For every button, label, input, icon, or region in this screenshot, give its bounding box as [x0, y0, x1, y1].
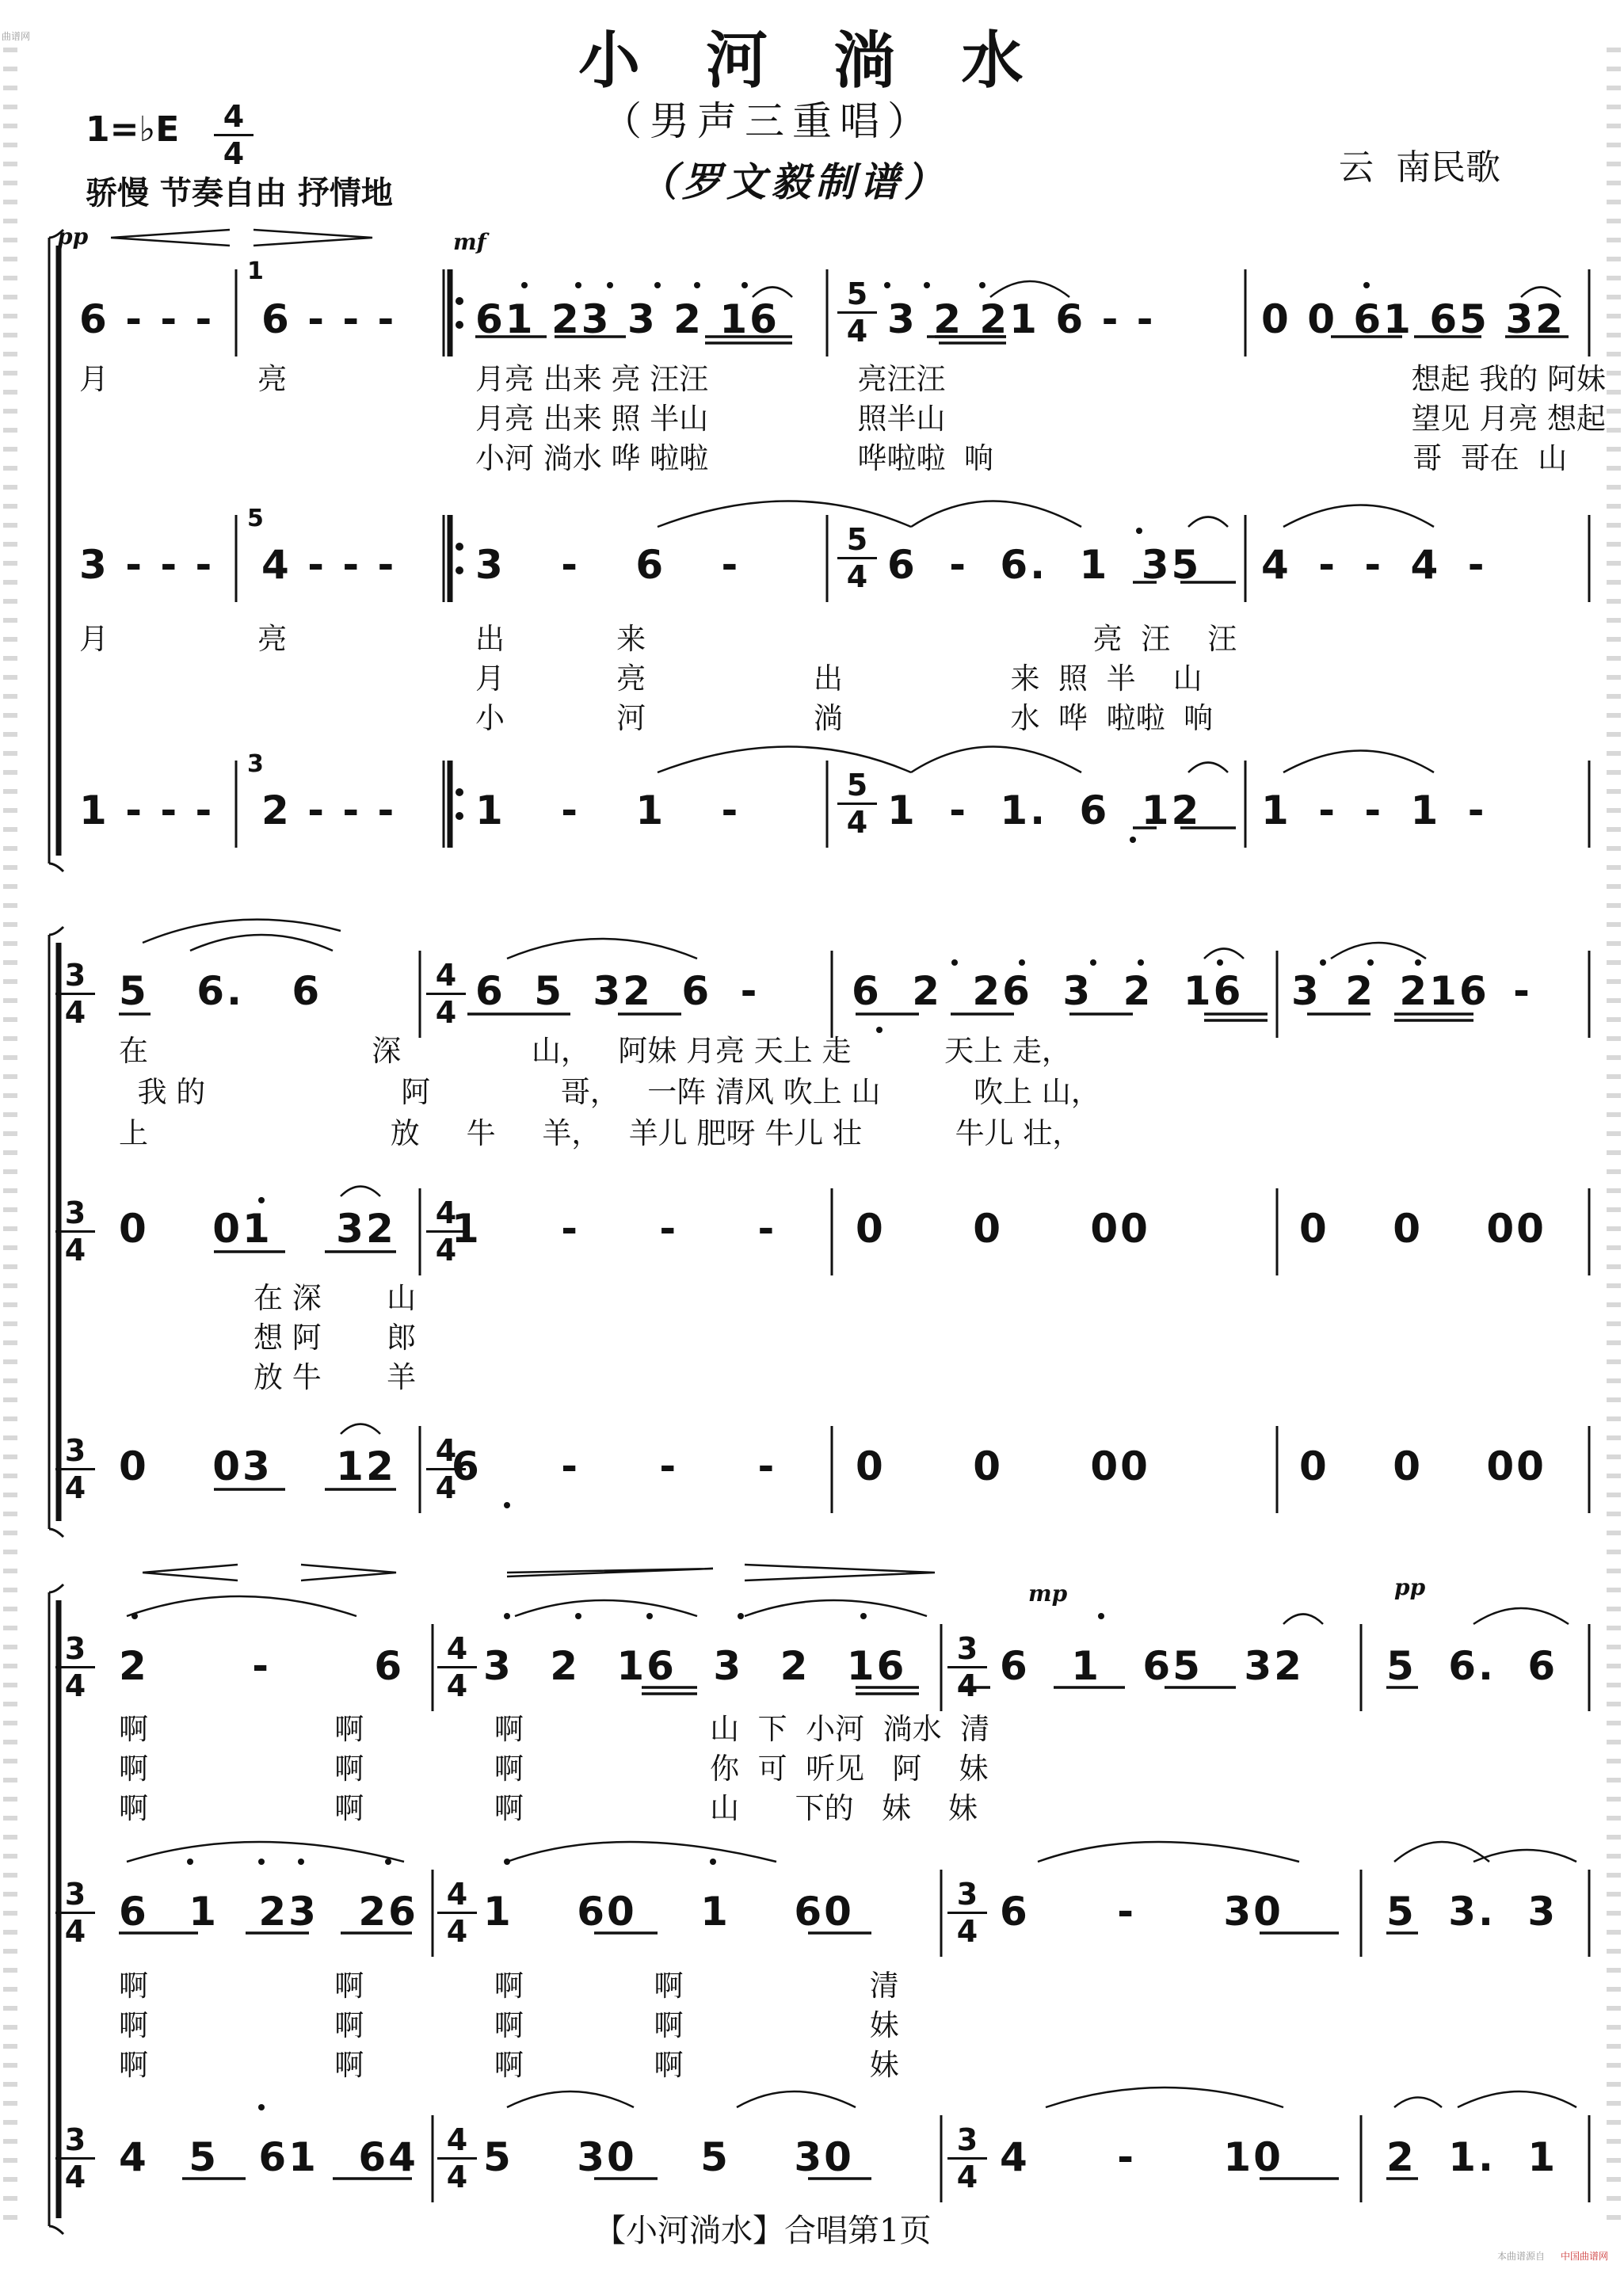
ending-mark-s1-p3: 3	[247, 750, 264, 778]
s2-p1-m1: 5 6. 6	[119, 968, 322, 1014]
meter-s2-p3-a: 3 4	[55, 1435, 95, 1503]
s2-p2-lyric-2: 放 牛 羊	[254, 1360, 417, 1394]
page-footer: 【小河淌水】合唱第1页	[594, 2213, 932, 2249]
s1-p2-m5: 4 - - 4 -	[1261, 542, 1487, 588]
s1-p1-m5: 0 0 61 65 32	[1261, 296, 1565, 342]
s3-p3-m4: 2 1. 1	[1386, 2134, 1558, 2180]
s3-p1-lyric-1: 啊 啊 啊 你 可 听见 阿 妹	[119, 1752, 989, 1786]
s1-p3-m3: 1 - 1 -	[475, 787, 741, 833]
s2-p3-m1: 0 03 12	[119, 1443, 396, 1489]
meter-s3-p3-c: 3 4	[947, 2125, 987, 2192]
s3-p1-m4: 5 6. 6	[1386, 1643, 1558, 1689]
s2-p3-m3: 0 0 00	[856, 1443, 1150, 1489]
s3-p2-lyric-1: 啊 啊 啊 啊 妹	[119, 2008, 899, 2042]
s3-p1-m3: 6 1 65 32	[1000, 1643, 1304, 1689]
meter-s2-p2-a: 3 4	[55, 1198, 95, 1265]
meter-s2-p3-b: 4 4	[426, 1435, 466, 1503]
s1-p2-lyric-1: 出 来 亮 汪 汪	[475, 622, 1237, 656]
s3-p2-m2: 1 60 1 60	[483, 1889, 854, 1935]
s3-p2-m1: 6 1 23 26	[119, 1889, 418, 1935]
subtitle: （男声三重唱）	[602, 98, 935, 144]
meter-s3-p1-b: 4 4	[437, 1634, 477, 1701]
footer-watermark-2: 中国曲谱网	[1561, 2251, 1609, 2262]
s2-p2-m2: 1 - - -	[452, 1206, 777, 1252]
dynamic-pp-2: pp	[1394, 1574, 1426, 1600]
meter-s3-p2-a: 3 4	[55, 1879, 95, 1946]
s2-p1-lyric-1: 我 的 阿 哥， 一阵 清风 吹上 山 吹上 山，	[119, 1075, 1100, 1109]
arranger-credit: （罗文毅制谱）	[638, 158, 948, 205]
s2-p2-lyric-1: 想 阿 郎	[254, 1321, 417, 1355]
page-title: 小 河 淌 水	[578, 25, 1046, 97]
s2-p2-m3: 0 0 00	[856, 1206, 1150, 1252]
s1-p1-lyric-1: 月亮 出来 亮 汪汪 亮汪汪 想起 我的 阿妹	[475, 362, 1607, 396]
s1-p3-m2: 2 - - -	[261, 787, 397, 833]
s3-p2-m4: 5 3. 3	[1386, 1889, 1558, 1935]
meter-change-s1-p1: 5 4	[837, 279, 877, 346]
s3-p2-lyric-2: 啊 啊 啊 啊 妹	[119, 2048, 899, 2082]
s3-p3-m3: 4 - 10	[1000, 2134, 1283, 2180]
meter-s3-p3-b: 4 4	[437, 2125, 477, 2192]
dynamic-mp: mp	[1028, 1580, 1068, 1607]
s1-p1-m1: 6 - - -	[79, 296, 215, 342]
s2-p1-m4: 3 2 216 -	[1291, 968, 1532, 1014]
s1-p2-m1: 3 - - -	[79, 542, 215, 588]
s2-p1-m2: 6 5 32 6 -	[475, 968, 760, 1014]
s3-p1-m1: 2 - 6	[119, 1643, 405, 1689]
header-time-denominator: 4	[223, 136, 245, 171]
dynamic-mf: mf	[453, 229, 486, 255]
s1-p2-m2: 4 - - -	[261, 542, 397, 588]
source-credit: 云 南民歌	[1339, 147, 1500, 188]
s1-p1-lyric-3: 小河 淌水 哗 啦啦 哗啦啦 响 哥 哥在 山	[475, 441, 1568, 475]
ending-mark-s1-p2: 5	[247, 505, 264, 532]
s1-p2-lyric-3: 小 河 淌 水 哗 啦啦 响	[475, 701, 1214, 735]
s2-p1-lyric-0: 在 深 山， 阿妹 月亮 天上 走 天上 走，	[119, 1034, 1071, 1068]
key-signature: 1=♭E	[86, 109, 180, 150]
meter-s3-p1-c: 3 4	[947, 1634, 987, 1701]
s3-p2-m3: 6 - 30	[1000, 1889, 1283, 1935]
meter-change-s1-p2: 5 4	[837, 524, 877, 592]
s2-p2-m1: 0 01 32	[119, 1206, 396, 1252]
s3-p1-m2: 3 2 16 3 2 16	[483, 1643, 907, 1689]
meter-s2-p1-b: 4 4	[426, 960, 466, 1028]
meter-s3-p2-b: 4 4	[437, 1879, 477, 1946]
s1-p3-m5: 1 - - 1 -	[1261, 787, 1487, 833]
side-watermark-text: 曲谱网	[2, 31, 31, 42]
s3-p3-m1: 4 5 61 64	[119, 2134, 418, 2180]
s1-p1-m2: 6 - - -	[261, 296, 397, 342]
s1-p2-lyric-0: 月 亮	[79, 622, 288, 656]
s1-p1-m3: 61 23 3 2 16	[475, 296, 780, 342]
s1-p1-lyric-0: 月 亮	[79, 362, 288, 396]
s2-p2-lyric-0: 在 深 山	[254, 1281, 417, 1315]
dynamic-pp: pp	[57, 223, 89, 250]
meter-s3-p1-a: 3 4	[55, 1634, 95, 1701]
s3-p3-m2: 5 30 5 30	[483, 2134, 854, 2180]
footer-watermark-1: 本曲谱源自	[1497, 2251, 1546, 2262]
header-time-numerator: 4	[214, 101, 254, 136]
meter-s2-p1-a: 3 4	[55, 960, 95, 1028]
s2-p2-m4: 0 0 00	[1299, 1206, 1546, 1252]
s1-p3-m4: 1 - 1. 6 12	[887, 787, 1202, 833]
s2-p1-lyric-2: 上 放 牛 羊， 羊儿 肥呀 牛儿 壮 牛儿 壮，	[119, 1116, 1082, 1150]
s1-p2-lyric-2: 月 亮 出 来 照 半 山	[475, 662, 1203, 696]
meter-s3-p3-a: 3 4	[55, 2125, 95, 2192]
s2-p3-m2: 6 - - -	[452, 1443, 777, 1489]
s3-p2-lyric-0: 啊 啊 啊 啊 清	[119, 1969, 899, 2003]
s1-p1-lyric-2: 月亮 出来 照 半山 照半山 望见 月亮 想起	[475, 402, 1607, 436]
s1-p2-m4: 6 - 6. 1 35	[887, 542, 1202, 588]
tempo-marking: 骄慢 节奏自由 抒情地	[86, 175, 393, 212]
s1-p3-m1: 1 - - -	[79, 787, 215, 833]
s2-p3-m4: 0 0 00	[1299, 1443, 1546, 1489]
s1-p1-m4: 3 2 21 6 - -	[887, 296, 1156, 342]
s1-p2-m3: 3 - 6 -	[475, 542, 741, 588]
meter-change-s1-p3: 5 4	[837, 770, 877, 837]
s2-p1-m3: 6 2 26 3 2 16	[852, 968, 1244, 1014]
s3-p1-lyric-2: 啊 啊 啊 山 下的 妹 妹	[119, 1791, 978, 1825]
meter-s3-p2-c: 3 4	[947, 1879, 987, 1946]
meter-s2-p2-b: 4 4	[426, 1198, 466, 1265]
s3-p1-lyric-0: 啊 啊 啊 山 下 小河 淌水 清	[119, 1712, 990, 1746]
ending-mark-s1-p1: 1	[247, 257, 264, 285]
